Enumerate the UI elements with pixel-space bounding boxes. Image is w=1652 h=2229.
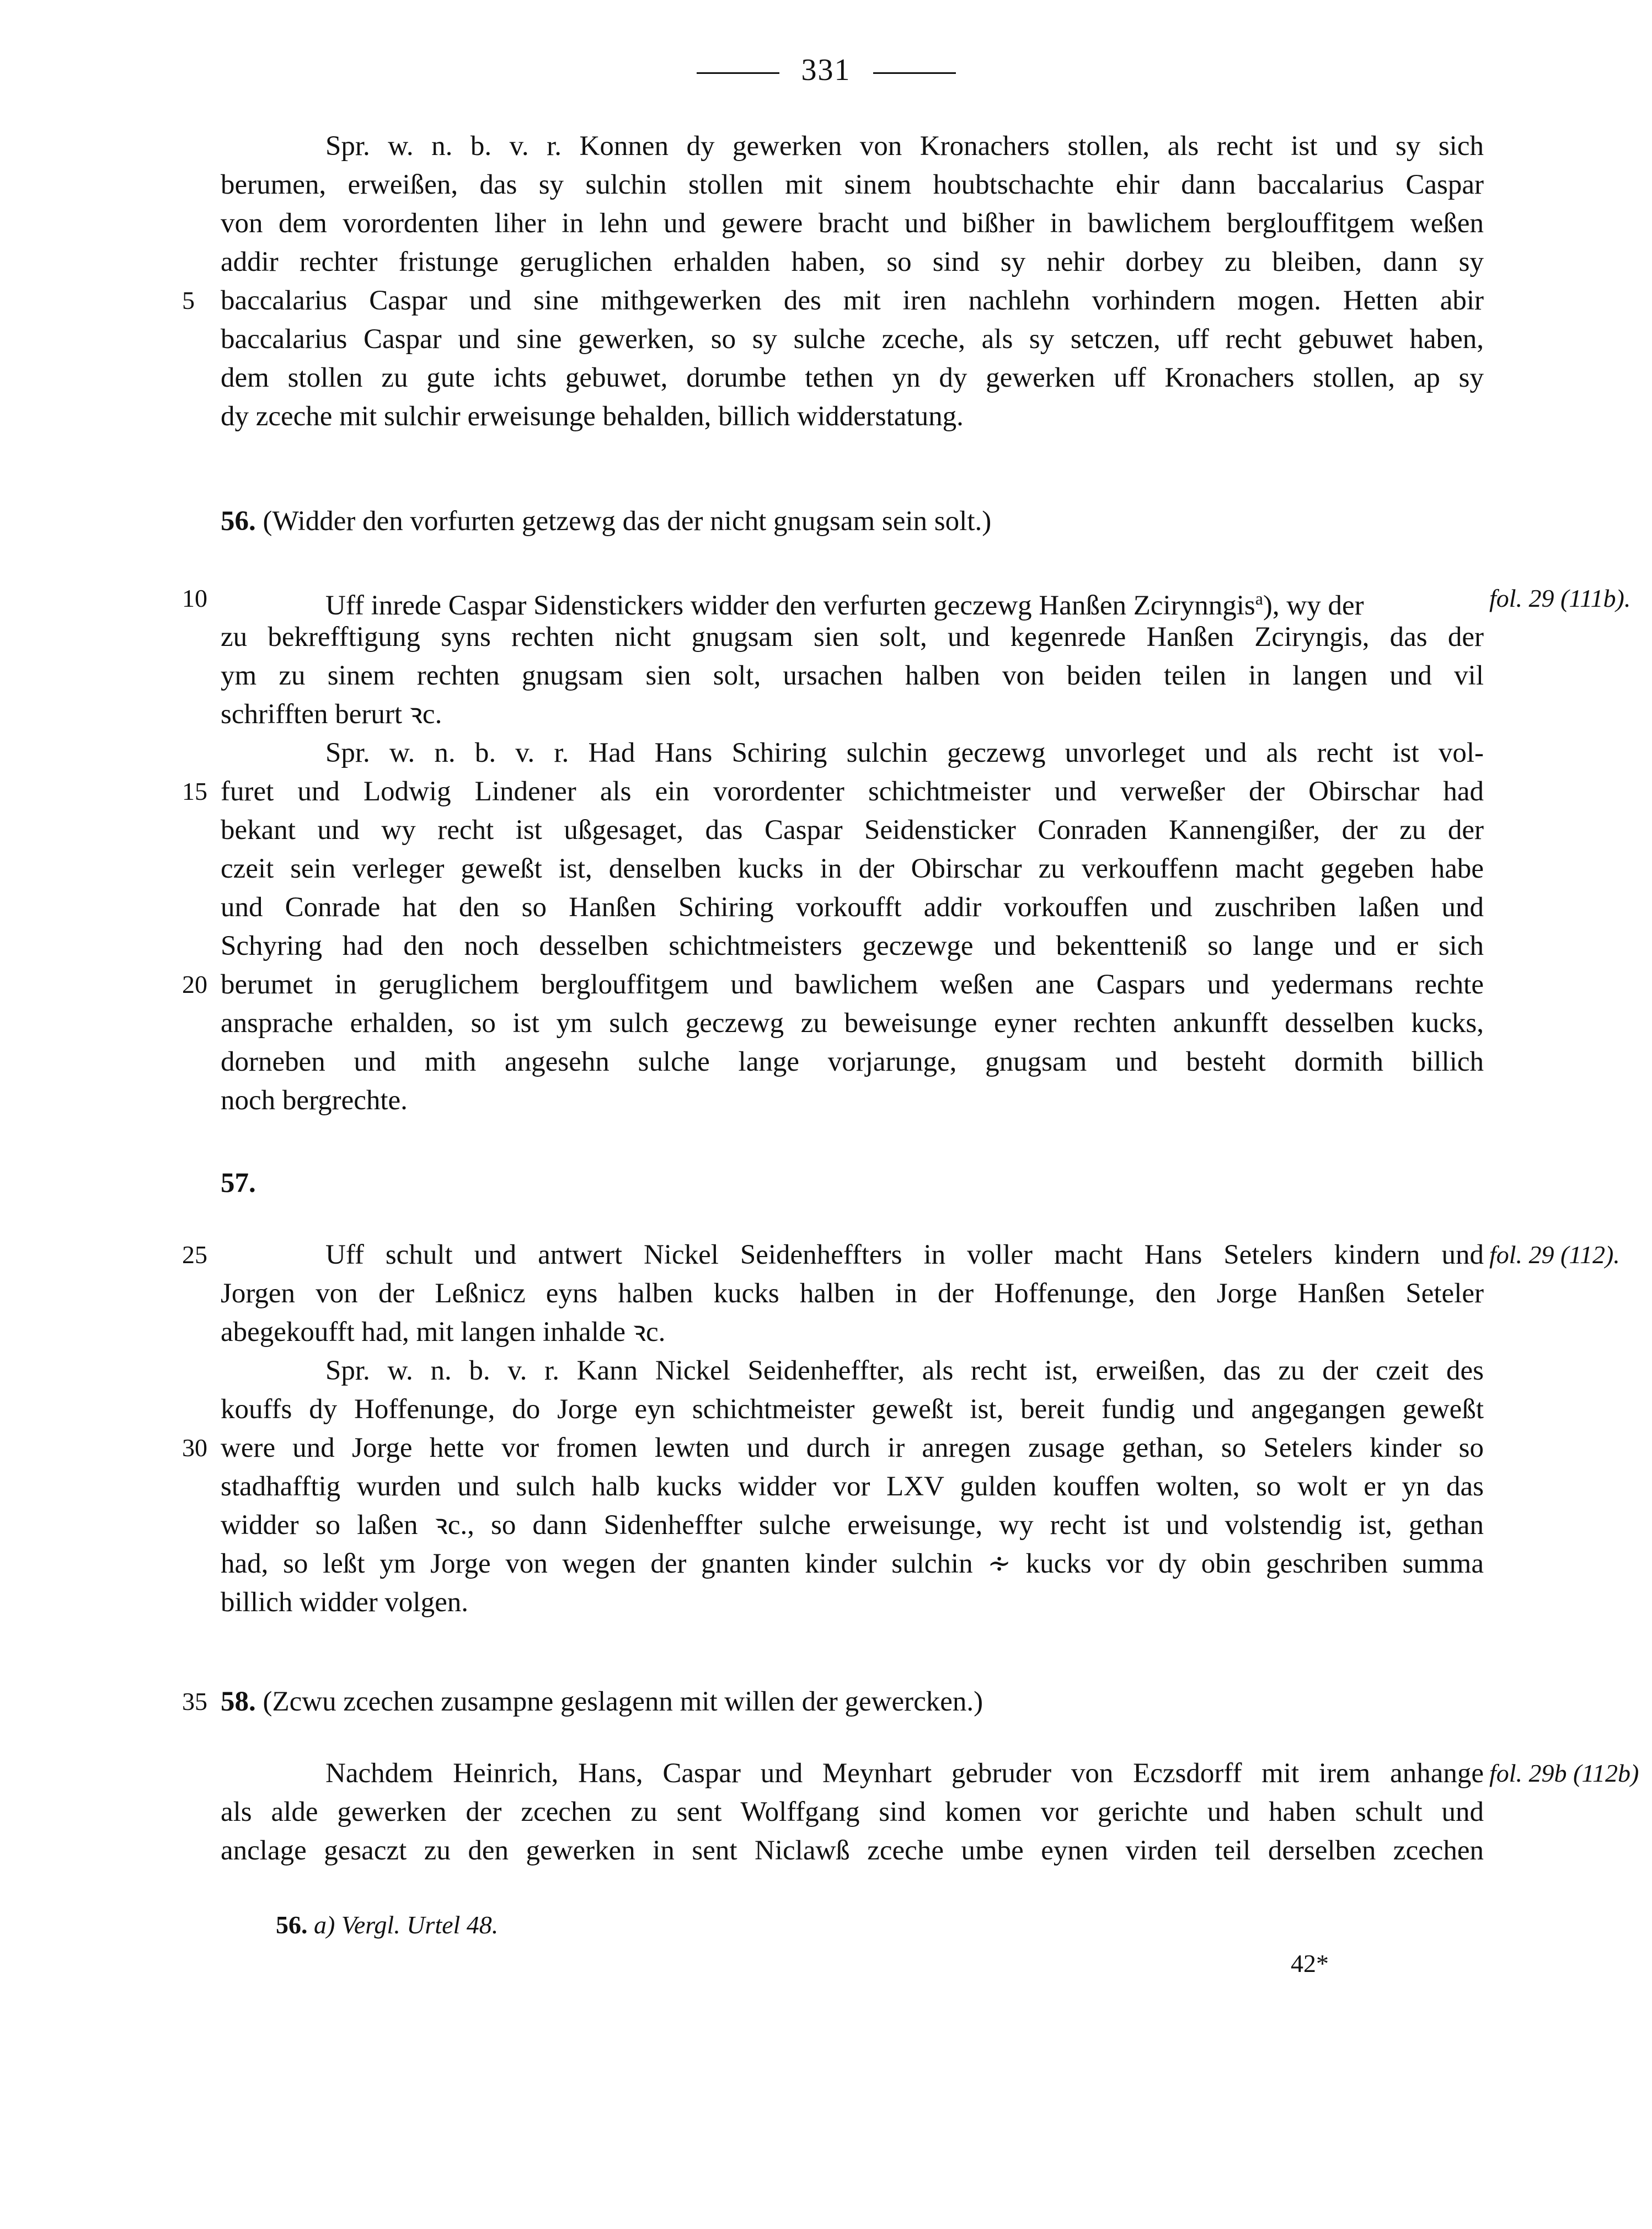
line-number: 15	[182, 777, 207, 805]
text-line: Uff schult und antwert Nickel Seidenheffters in voller macht Hans Setelers kindern und	[325, 1239, 1484, 1270]
text-line: ym zu sinem rechten gnugsam sien solt, ursachen halben von beiden teilen in langen und vil	[221, 660, 1484, 691]
text-line: Nachdem Heinrich, Hans, Caspar und Meynhart gebruder von Eczsdorff mit irem anhange	[325, 1758, 1484, 1789]
text-line: furet und Lodwig Lindener als ein vorordenter schichtmeister und verweßer der Obirschar had	[221, 776, 1484, 807]
text-line: schrifften berurt ꝛc.	[221, 699, 442, 730]
text-line: had, so leßt ym Jorge von wegen der gnanten kinder sulchin ∻ kucks vor dy obin geschriben summa	[221, 1548, 1484, 1579]
line-number: 10	[182, 584, 207, 612]
text-line: dem stollen zu gute ichts gebuwet, dorumbe tethen yn dy gewerken uff Kronachers stollen, ap sy	[221, 362, 1484, 393]
line-number: 30	[182, 1434, 207, 1462]
section-title: (Widder den vorfurten getzewg das der nicht gnugsam sein solt.)	[263, 506, 992, 537]
section-57-heading	[221, 1164, 256, 1202]
footnote-marker: a	[1255, 589, 1263, 608]
footnote	[276, 1909, 498, 1942]
text-line: kouffs dy Hoffenunge, do Jorge eyn schichtmeister geweßt ist, bereit fundig und angegangen geweßt	[221, 1394, 1484, 1425]
section-56-heading	[221, 502, 991, 541]
text-line: bekant und wy recht ist ußgesaget, das Caspar Seidensticker Conraden Kannengißer, der zu der	[221, 815, 1484, 846]
text-line: were und Jorge hette vor fromen lewten und durch ir anregen zusage gethan, so Setelers kinder so	[221, 1432, 1484, 1463]
page-header	[0, 52, 1652, 88]
text-line: abegekoufft had, mit langen inhalde ꝛc.	[221, 1317, 666, 1348]
signature-mark: 42*	[1291, 1949, 1329, 1977]
text-line: Spr. w. n. b. v. r. Had Hans Schiring sulchin geczewg unvorleget und als recht ist vol-	[325, 737, 1484, 768]
text-line: anclage gesaczt zu den gewerken in sent Niclawß zceche umbe eynen virden teil derselben zcechen	[221, 1835, 1484, 1866]
section-title: (Zcwu zcechen zusampne geslagenn mit willen der gewercken.)	[263, 1686, 983, 1717]
text-line-part: ), wy der	[1263, 590, 1364, 621]
folio-note: fol. 29 (112).	[1489, 1241, 1620, 1269]
text-line: und Conrade hat den so Hanßen Schiring vorkoufft addir vorkouffen und zuschriben laßen und	[221, 892, 1484, 923]
text-line: berumet in geruglichem berglouffitgem und bawlichem weßen ane Caspars und yedermans rechte	[221, 969, 1484, 1000]
text-line: baccalarius Caspar und sine mithgewerken des mit iren nachlehn vorhindern mogen. Hetten abir	[221, 285, 1484, 316]
section-number: 58.	[221, 1686, 256, 1717]
text-line: Jorgen von der Leßnicz eyns halben kucks halben in der Hoffenunge, den Jorge Hanßen Seteler	[221, 1278, 1484, 1309]
text-line: von dem vorordenten liher in lehn und gewere bracht und bißher in bawlichem berglouffitgem weßen	[221, 208, 1484, 239]
line-number: 35	[182, 1687, 207, 1715]
line-number: 20	[182, 970, 207, 998]
text-line: zu bekrefftigung syns rechten nicht gnugsam sien solt, und kegenrede Hanßen Zciryngis, das der	[221, 622, 1484, 653]
text-line: ansprache erhalden, so ist ym sulch geczewg zu beweisunge eyner rechten ankunfft desselben kucks,	[221, 1008, 1484, 1039]
text-line: baccalarius Caspar und sine gewerken, so sy sulche zceche, als sy setczen, uff recht gebuwet haben,	[221, 324, 1484, 355]
text-line: berumen, erweißen, das sy sulchin stollen mit sinem houbtschachte ehir dann baccalarius Caspar	[221, 169, 1484, 200]
text-line: Spr. w. n. b. v. r. Konnen dy gewerken von Kronachers stollen, als recht ist und sy sich	[325, 131, 1484, 162]
text-line: noch bergrechte.	[221, 1085, 408, 1116]
text-line	[325, 579, 1484, 621]
text-line: Schyring had den noch desselben schichtmeisters geczewge und bekentteniß so lange und er sich	[221, 931, 1484, 961]
folio-note: fol. 29b (112b)	[1489, 1759, 1639, 1787]
text-line: addir rechter fristunge geruglichen erhalden haben, so sind sy nehir dorbey zu bleiben, dann sy	[221, 247, 1484, 277]
text-line: widder so laßen ꝛc., so dann Sidenheffter sulche erweisunge, wy recht ist und volstendig ist, gethan	[221, 1510, 1484, 1541]
section-number: 57.	[221, 1168, 256, 1199]
header-rule-right	[873, 72, 956, 74]
text-line: Spr. w. n. b. v. r. Kann Nickel Seidenheffter, als recht ist, erweißen, das zu der czeit des	[325, 1355, 1484, 1386]
text-line-part: Uff inrede Caspar Sidenstickers widder den verfurten geczewg Hanßen Zcirynngis	[325, 590, 1255, 621]
header-rule-left	[697, 72, 779, 74]
section-58-heading	[221, 1682, 983, 1721]
line-number: 25	[182, 1241, 207, 1269]
text-line: dy zceche mit sulchir erweisunge behalden, billich widderstatung.	[221, 401, 964, 432]
page-number: 331	[801, 53, 851, 87]
footnote-text: a) Vergl. Urtel 48.	[314, 1911, 499, 1939]
text-line: als alde gewerken der zcechen zu sent Wolffgang sind komen vor gerichte und haben schult und	[221, 1797, 1484, 1827]
folio-note: fol. 29 (111b).	[1489, 584, 1631, 612]
text-line: billich widder volgen.	[221, 1587, 468, 1618]
text-line: czeit sein verleger geweßt ist, denselben kucks in der Obirschar zu verkouffenn macht gegeben habe	[221, 853, 1484, 884]
footnote-ref: 56.	[276, 1911, 308, 1939]
text-line: dorneben und mith angesehn sulche lange vorjarunge, gnugsam und besteht dormith billich	[221, 1046, 1484, 1077]
text-line: stadhafftig wurden und sulch halb kucks widder vor LXV gulden kouffen wolten, so wolt er yn das	[221, 1471, 1484, 1502]
line-number: 5	[182, 286, 195, 314]
section-number: 56.	[221, 506, 256, 537]
